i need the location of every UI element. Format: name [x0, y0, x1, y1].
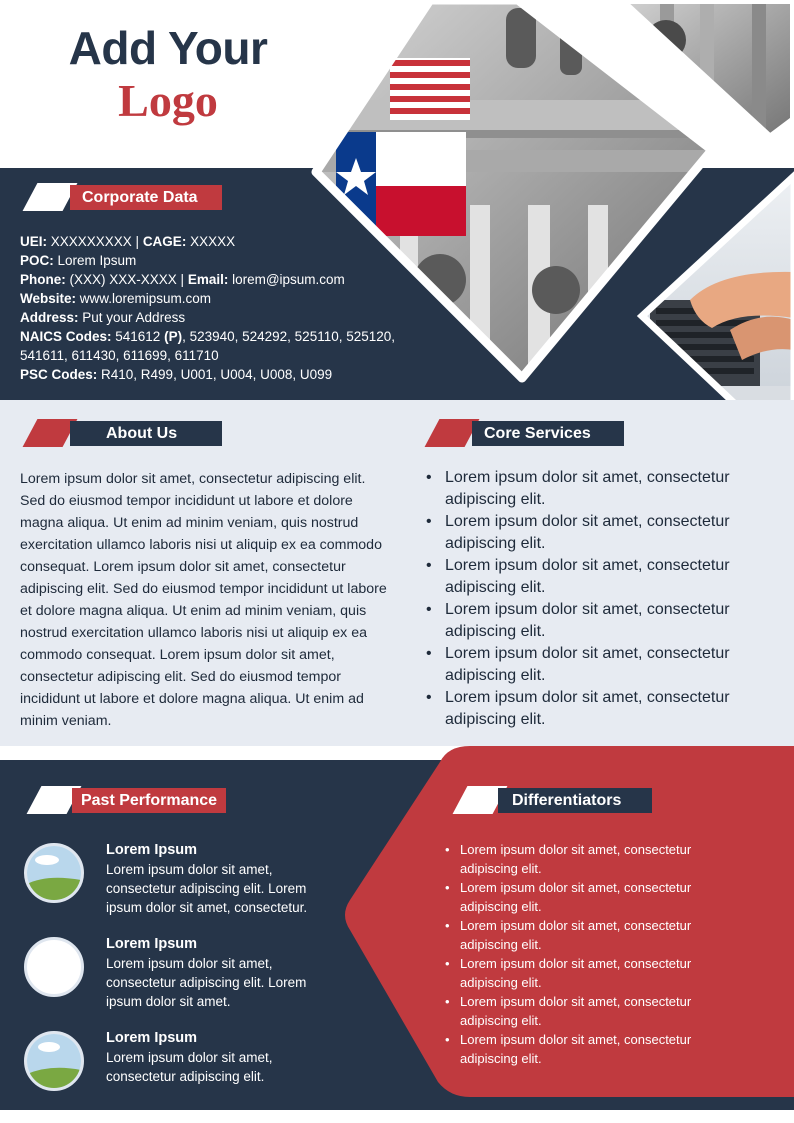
corporate-data-tag — [20, 183, 224, 211]
naics-primary-marker: (P) — [164, 329, 183, 344]
naics-codes: , 523940, 524292, 525110, 525120, 541611, 611430, 611699, 611710 — [20, 329, 396, 363]
corporate-info — [20, 232, 420, 384]
placeholder-thumbnail — [24, 937, 84, 997]
address-line — [20, 308, 420, 327]
poc-value: Lorem Ipsum — [53, 253, 137, 268]
website-line — [20, 289, 420, 308]
core-services-tag — [422, 419, 626, 447]
corporate-data-heading: Corporate Data — [70, 185, 222, 210]
list-item: • Lorem ipsum dolor sit amet, consectetur adipiscing elit. — [420, 599, 770, 643]
poc-line — [20, 251, 420, 270]
phone-email-line: Phone: (XXX) XXX-XXXX | Email: lorem@ipsum.com — [20, 272, 345, 287]
past-performance-tag — [26, 786, 230, 814]
list-item: • Lorem ipsum dolor sit amet, consectetur adipiscing elit. — [420, 467, 770, 511]
past-performance-text: Lorem ipsum dolor sit amet, consectetur adipiscing elit. — [106, 1050, 273, 1084]
list-item: • Lorem ipsum dolor sit amet, consectetur adipiscing elit. — [440, 992, 740, 1030]
naics-line — [20, 327, 420, 365]
about-us-tag — [20, 419, 224, 447]
texas-flag — [336, 132, 466, 236]
email-value[interactable]: lorem@ipsum.com — [228, 272, 345, 287]
list-item: • Lorem ipsum dolor sit amet, consectetur adipiscing elit. — [440, 954, 740, 992]
uei-label: UEI: — [20, 234, 47, 249]
logo — [48, 22, 288, 128]
differentiators-list — [440, 840, 740, 1068]
address-label: Address: — [20, 310, 79, 325]
cage-value: XXXXX — [186, 234, 236, 249]
about-us-heading: About Us — [70, 421, 222, 446]
cage-label: CAGE: — [142, 234, 187, 249]
past-performance-item — [24, 843, 344, 923]
list-item: • Lorem ipsum dolor sit amet, consectetur adipiscing elit. — [420, 643, 770, 687]
email-label: Email: — [187, 272, 229, 287]
list-item: • Lorem ipsum dolor sit amet, consectetur adipiscing elit. — [420, 511, 770, 555]
poc-label: POC: — [20, 253, 54, 268]
about-us-text: Lorem ipsum dolor sit amet, consectetur adipiscing elit. Sed do eiusmod tempor incididunt ut labore et dolore magna aliqua. Ut enim ad minim veniam, quis nostrud exercitation ullamco laboris nisi ut aliquip ex ea commodo consequat. Lorem ipsum dolor sit amet, consectetur adipiscing elit. Sed do eiusmod tempor incididunt ut labore et dolore magna aliqua. Ut enim ad minim veniam, quis nostrud exercitation ullamco laboris nisi ut aliquip ex ea commodo consequat. Lorem ipsum dolor sit amet, consectetur adipiscing elit. Sed do eiusmod tempor incididunt ut labore et dolore magna aliqua. Ut enim ad minim veniam. — [20, 471, 387, 729]
past-performance-text: Lorem ipsum dolor sit amet, consectetur adipiscing elit. Lorem ipsum dolor sit amet. — [106, 956, 307, 1009]
differentiators-heading: Differentiators — [498, 788, 652, 813]
past-performance-title: Lorem Ipsum — [106, 842, 198, 858]
uei-cage-line: UEI: XXXXXXXXX | CAGE: XXXXX — [20, 234, 236, 249]
logo-line1: Add Your — [68, 22, 268, 74]
logo-line2: Logo — [118, 75, 218, 126]
past-performance-item — [24, 1031, 344, 1101]
naics-primary-code: 541612 — [111, 329, 165, 344]
sky-landscape-thumbnail — [24, 843, 84, 903]
uei-value: XXXXXXXXX — [47, 234, 132, 249]
differentiators-tag — [452, 786, 656, 814]
list-item: • Lorem ipsum dolor sit amet, consectetur adipiscing elit. — [440, 916, 740, 954]
address-value: Put your Address — [78, 310, 186, 325]
list-item: • Lorem ipsum dolor sit amet, consectetur adipiscing elit. — [440, 840, 740, 878]
past-performance-title: Lorem Ipsum — [106, 1030, 198, 1046]
past-performance-item — [24, 937, 344, 1017]
core-services-heading: Core Services — [472, 421, 624, 446]
psc-label: PSC Codes: — [20, 367, 98, 382]
core-services-list — [420, 467, 770, 731]
us-flag — [390, 58, 470, 120]
phone-value: (XXX) XXX-XXXX — [65, 272, 177, 287]
website-value[interactable]: www.loremipsum.com — [76, 291, 212, 306]
psc-value: R410, R499, U001, U004, U008, U099 — [97, 367, 333, 382]
past-performance-heading: Past Performance — [72, 788, 226, 813]
psc-line — [20, 365, 420, 384]
phone-label: Phone: — [20, 272, 66, 287]
list-item: • Lorem ipsum dolor sit amet, consectetur adipiscing elit. — [440, 1030, 740, 1068]
list-item: • Lorem ipsum dolor sit amet, consectetur adipiscing elit. — [440, 878, 740, 916]
list-item: • Lorem ipsum dolor sit amet, consectetur adipiscing elit. — [420, 555, 770, 599]
past-performance-text: Lorem ipsum dolor sit amet, consectetur adipiscing elit. Lorem ipsum dolor sit amet, consectetur. — [106, 862, 308, 915]
naics-label: NAICS Codes: — [20, 329, 112, 344]
sky-landscape-thumbnail — [24, 1031, 84, 1091]
website-label: Website: — [20, 291, 77, 306]
list-item: • Lorem ipsum dolor sit amet, consectetur adipiscing elit. — [420, 687, 770, 731]
past-performance-title: Lorem Ipsum — [106, 936, 198, 952]
bottom-strip — [0, 1110, 794, 1123]
